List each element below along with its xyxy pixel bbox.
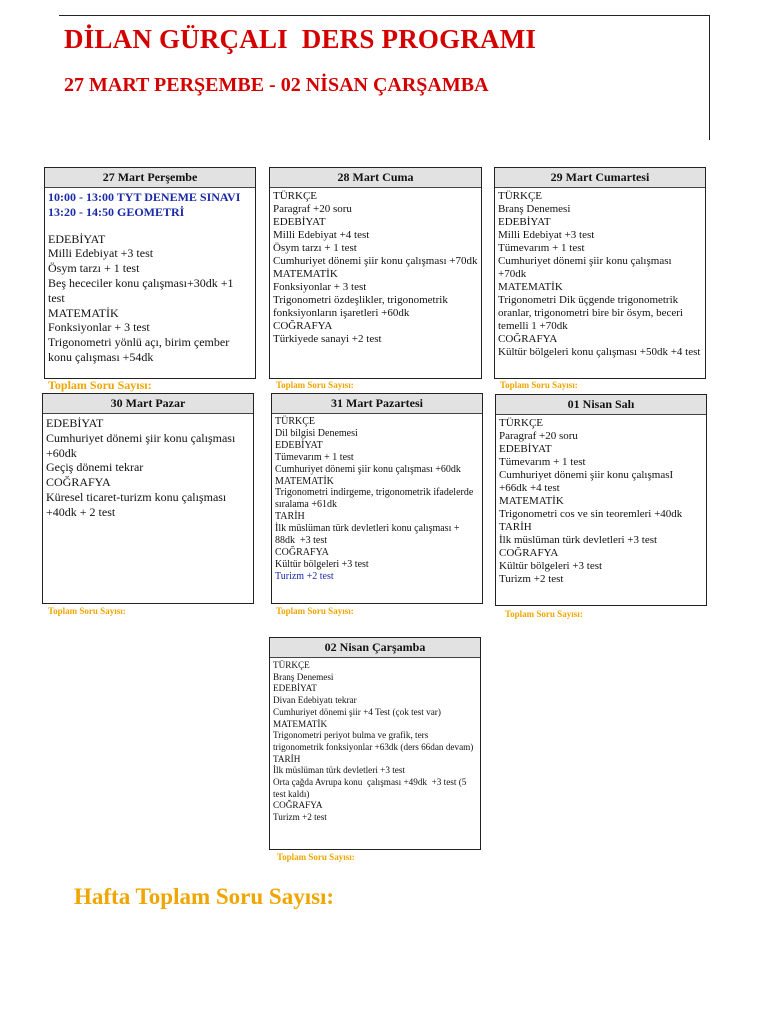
day-header: 27 Mart Perşembe [45,168,255,188]
schedule-line: TARİH [499,521,532,533]
schedule-line: Trigonometri Dik üçgende trigonometrik oranlar, trigonometri bire bir ösym, beceri temelli 1 +70dk [498,294,686,332]
schedule-line: Turizm +2 test [499,573,564,585]
schedule-line: İlk müslüman türk devletleri +3 test [273,765,405,776]
day-header: 29 Mart Cumartesi [495,168,705,188]
schedule-line: Milli Edebiyat +3 test [48,246,154,261]
schedule-line: Branş Denemesi [273,671,334,682]
schedule-line: TÜRKÇE [498,190,542,202]
schedule-line: TÜRKÇE [273,190,317,202]
schedule-line: Branş Denemesi [498,203,571,215]
schedule-line: MATEMATİK [273,718,328,729]
schedule-line: Trigonometri periyot bulma ve grafik, ters trigonometrik fonksiyonlar +63dk (ders 66dan devam) [273,730,474,752]
schedule-line: EDEBİYAT [275,439,323,451]
schedule-line: İlk müslüman türk devletleri konu çalışması + 88dk +3 test [275,523,462,547]
schedule-line: TÜRKÇE [275,416,315,427]
day-card-27-mart [44,167,256,379]
day-body [43,414,253,522]
schedule-line: EDEBİYAT [273,683,317,694]
schedule-line: Trigonometri indirgeme, trigonometrik ifadelerde sıralama +61dk [275,487,476,511]
toplam-soru-label-28-mart: Toplam Soru Sayısı: [276,380,354,390]
schedule-line: Paragraf +20 soru [273,203,352,215]
schedule-line [48,220,252,232]
day-card-28-mart [269,167,482,379]
schedule-line: Turizm +2 test [275,570,334,582]
schedule-line: Fonksiyonlar + 3 test [273,281,367,293]
schedule-line: EDEBİYAT [48,231,106,246]
toplam-soru-label-31-mart: Toplam Soru Sayısı: [276,606,354,616]
day-card-01-nisan [495,394,707,606]
day-header: 31 Mart Pazartesi [272,394,482,414]
schedule-line: Cumhuriyet dönemi şiir +4 Test (çok test var) [273,706,441,717]
schedule-line: Türkiyede sanayi +2 test [273,333,382,345]
schedule-line: Tümevarım + 1 test [275,451,354,463]
schedule-line: Trigonometri yönlü açı, birim çember konu çalışması +54dk [48,335,233,364]
day-card-02-nisan [269,637,481,850]
day-header: 30 Mart Pazar [43,394,253,414]
schedule-line: TARİH [275,511,305,523]
schedule-line: TARİH [273,753,301,764]
schedule-line: İlk müslüman türk devletleri +3 test [499,534,658,546]
schedule-line: Turizm +2 test [273,812,327,823]
toplam-soru-label-30-mart: Toplam Soru Sayısı: [48,606,126,616]
schedule-line: Beş hececiler konu çalışması+30dk +1 test [48,275,237,305]
schedule-line: COĞRAFYA [498,333,558,345]
day-body [270,658,480,826]
schedule-line: MATEMATİK [499,495,564,507]
schedule-line: Geçiş dönemi tekrar [46,460,144,475]
schedule-line: Kültür bölgeleri +3 test [499,560,603,572]
schedule-line: 10:00 - 13:00 TYT DENEME SINAVI [48,190,241,204]
schedule-line: Trigonometri cos ve sin teoremleri +40dk [499,508,683,520]
day-body [45,188,255,367]
day-header: 28 Mart Cuma [270,168,481,188]
schedule-line: Cumhuriyet dönemi şiir konu çalışması +60dk [46,430,239,460]
schedule-line: Cumhuriyet dönemi şiir konu çalışması +70dk [498,255,675,280]
schedule-line: Dil bilgisi Denemesi [275,427,358,439]
schedule-line: EDEBİYAT [498,216,551,228]
schedule-line: Tümevarım + 1 test [499,456,586,468]
weekly-total-label: Hafta Toplam Soru Sayısı: [74,884,335,909]
page-title: DİLAN GÜRÇALI DERS PROGRAMI [64,24,537,54]
schedule-line: TÜRKÇE [273,660,310,670]
schedule-line: COĞRAFYA [499,547,559,559]
day-card-29-mart [494,167,706,379]
schedule-line: 13:20 - 14:50 GEOMETRİ [48,204,185,219]
schedule-line: Milli Edebiyat +3 test [498,229,595,241]
day-body [272,414,482,585]
schedule-line: Ösym tarzı + 1 test [48,261,140,276]
toplam-soru-label-27-mart: Toplam Soru Sayısı: [48,378,152,392]
date-range-subtitle: 27 MART PERŞEMBE - 02 NİSAN ÇARŞAMBA [64,74,489,96]
schedule-line: COĞRAFYA [46,475,111,490]
schedule-line: Milli Edebiyat +4 test [273,229,370,241]
schedule-line: COĞRAFYA [273,800,323,811]
schedule-line: TÜRKÇE [499,417,543,429]
day-card-30-mart [42,393,254,604]
day-body [495,188,705,361]
day-header: 01 Nisan Salı [496,395,706,415]
schedule-line: Küresel ticaret-turizm konu çalışması +40dk + 2 test [46,489,230,519]
schedule-line: Trigonometri özdeşlikler, trigonometrik fonksiyonların işaretleri +60dk [273,294,451,319]
schedule-line: Paragraf +20 soru [499,430,578,442]
schedule-line: Tümevarım + 1 test [498,242,585,254]
schedule-line: Kültür bölgeleri konu çalışması +50dk +4 test [498,346,701,358]
schedule-line: Cumhuriyet dönemi şiir konu çalışması +70dk [273,255,478,267]
schedule-line: Cumhuriyet dönemi şiir konu çalışması +60dk [275,463,461,475]
schedule-line: MATEMATİK [275,475,334,487]
schedule-line: Cumhuriyet dönemi şiir konu çalışmasI +66dk +4 test [499,469,676,494]
day-header: 02 Nisan Çarşamba [270,638,480,658]
day-card-31-mart [271,393,483,604]
schedule-line: COĞRAFYA [275,546,329,558]
schedule-line: MATEMATİK [498,281,563,293]
schedule-line: EDEBİYAT [273,216,326,228]
schedule-line: MATEMATİK [48,305,119,320]
toplam-soru-label-02-nisan: Toplam Soru Sayısı: [277,852,355,862]
schedule-line: Fonksiyonlar + 3 test [48,320,150,335]
schedule-line: MATEMATİK [273,268,338,280]
schedule-line: Ösym tarzı + 1 test [273,242,357,254]
schedule-line: Orta çağda Avrupa konu çalışması +49dk +3 test (5 test kaldı) [273,777,469,799]
day-body [270,188,481,348]
day-body [496,415,706,588]
toplam-soru-label-29-mart: Toplam Soru Sayısı: [500,380,578,390]
schedule-line: Divan Edebiyatı tekrar [273,695,357,706]
schedule-line: Kültür bölgeleri +3 test [275,558,369,570]
schedule-line: COĞRAFYA [273,320,333,332]
schedule-line: EDEBİYAT [46,416,104,430]
toplam-soru-label-01-nisan: Toplam Soru Sayısı: [505,609,583,619]
schedule-line: EDEBİYAT [499,443,552,455]
